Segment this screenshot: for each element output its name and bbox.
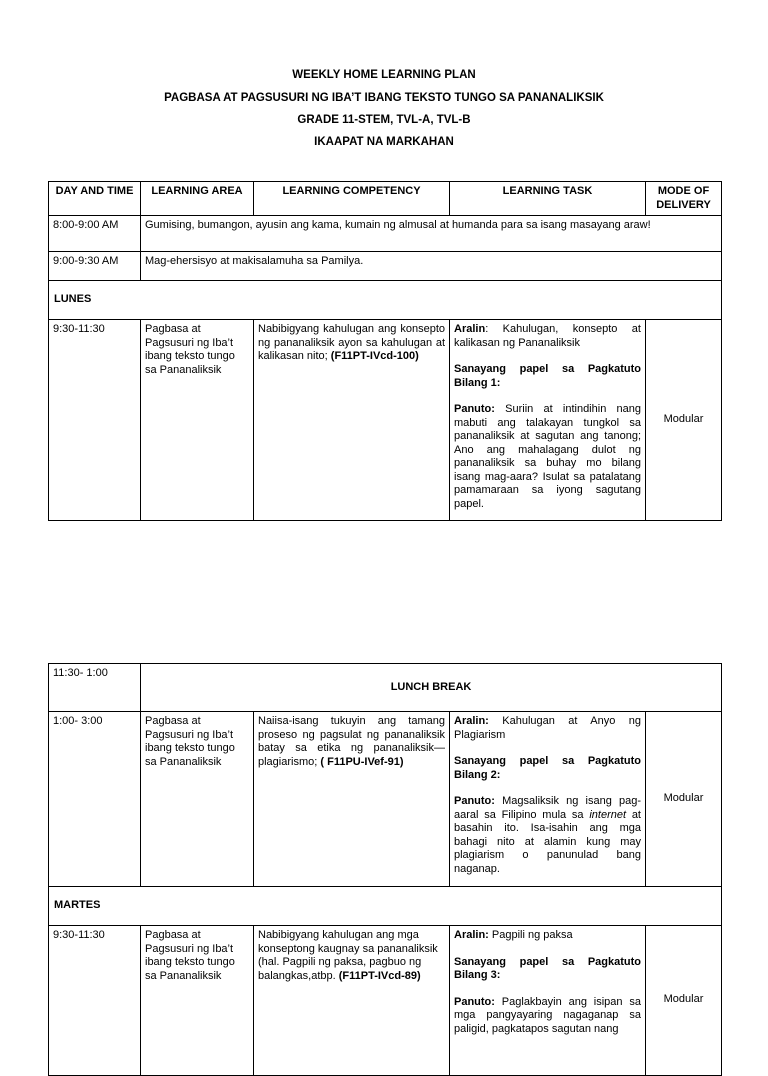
session-time: 9:30-11:30 — [49, 320, 141, 521]
col-mode-of-delivery: MODE OF DELIVERY — [646, 182, 722, 216]
plan-table-2 — [48, 663, 722, 1076]
col-day-time: DAY AND TIME — [49, 182, 141, 216]
quarter-title: IKAAPAT NA MARKAHAN — [314, 136, 454, 148]
learning-area: Pagbasa at Pagsusuri ng Iba’t ibang teksto tungo sa Pananaliksik — [141, 926, 254, 1076]
lunch-break-label: LUNCH BREAK — [141, 664, 722, 712]
learning-area: Pagbasa at Pagsusuri ng Iba’t ibang teksto tungo sa Pananaliksik — [141, 712, 254, 887]
subject-title: PAGBASA AT PAGSUSURI NG IBA’T IBANG TEKSTO TUNGO SA PANANALIKSIK — [164, 92, 604, 104]
session-time: 1:00- 3:00 — [49, 712, 141, 887]
competency-code: ( F11PU-IVef-91) — [320, 755, 404, 768]
routine-activity: Gumising, bumangon, ayusin ang kama, kumain ng almusal at humanda para sa isang masayang araw! — [141, 216, 722, 252]
learning-task: Aralin: Kahulugan at Anyo ng Plagiarism Sanayang papel sa Pagkatuto Bilang 2: Panuto: Magsaliksik ng isang pag-aaral sa Filipino mula sa internet at basahin ito. Isa-isahin ang mga bahagi nito at alamin kung may plagiarism o panunulad bang naganap. — [450, 712, 646, 887]
mode-of-delivery: Modular — [646, 320, 722, 521]
learning-task: Aralin: Pagpili ng paksa Sanayang papel sa Pagkatuto Bilang 3: Panuto: Paglakbayin ang isipan sa mga pangyayaring nagaganap sa paligid, pagkatapos sagutan nang — [450, 926, 646, 1076]
routine-time: 8:00-9:00 AM — [49, 216, 141, 252]
col-learning-area: LEARNING AREA — [141, 182, 254, 216]
table-row — [49, 926, 722, 1076]
day-label: MARTES — [49, 887, 722, 926]
grade-title: GRADE 11-STEM, TVL-A, TVL-B — [297, 114, 471, 126]
day-label: LUNES — [49, 281, 722, 320]
routine-activity: Mag-ehersisyo at makisalamuha sa Pamilya. — [141, 252, 722, 281]
day-row-lunes — [49, 281, 722, 320]
lunch-time: 11:30- 1:00 — [49, 664, 141, 712]
plan-table-1 — [48, 181, 722, 521]
routine-time: 9:00-9:30 AM — [49, 252, 141, 281]
col-learning-competency: LEARNING COMPETENCY — [254, 182, 450, 216]
lunch-row — [49, 664, 722, 712]
learning-competency: Nabibigyang kahulugan ang mga konseptong kaugnay sa pananaliksik (hal. Pagpili ng paksa, pagbuo ng balangkas,atbp. (F11PT-IVcd-89) — [254, 926, 450, 1076]
learning-competency: Naiisa-isang tukuyin ang tamang proseso ng pagsulat ng pananaliksik batay sa etika ng pananaliksik—plagiarismo; ( F11PU-IVef-91) — [254, 712, 450, 887]
mode-of-delivery: Modular — [646, 712, 722, 887]
table-header-row — [49, 182, 722, 216]
learning-competency: Nabibigyang kahulugan ang konsepto ng pananaliksik ayon sa kahulugan at kalikasan nito; (F11PT-IVcd-100) — [254, 320, 450, 521]
session-time: 9:30-11:30 — [49, 926, 141, 1076]
mode-of-delivery: Modular — [646, 926, 722, 1076]
col-learning-task: LEARNING TASK — [450, 182, 646, 216]
day-row-martes — [49, 887, 722, 926]
competency-code: (F11PT-IVcd-100) — [330, 350, 419, 362]
table-row — [49, 216, 722, 252]
learning-task: Aralin: Kahulugan, konsepto at kalikasan ng Pananaliksik Sanayang papel sa Pagkatuto Bilang 1: Panuto: Suriin at intindihin nang mabuti ang talakayan tungkol sa pananaliksik at sagutan ang tanong; Ano ang mahalagang dulot ng pananaliksik sa buhay mo bilang isang mag-aara? Isulat sa patalatang pamamaraan sa iyong sagutang papel. — [450, 320, 646, 521]
learning-area: Pagbasa at Pagsusuri ng Iba’t ibang teksto tungo sa Pananaliksik — [141, 320, 254, 521]
table-row — [49, 320, 722, 521]
competency-code: (F11PT-IVcd-89) — [338, 969, 421, 982]
table-row — [49, 252, 722, 281]
table-row — [49, 712, 722, 887]
plan-title: WEEKLY HOME LEARNING PLAN — [292, 69, 476, 81]
